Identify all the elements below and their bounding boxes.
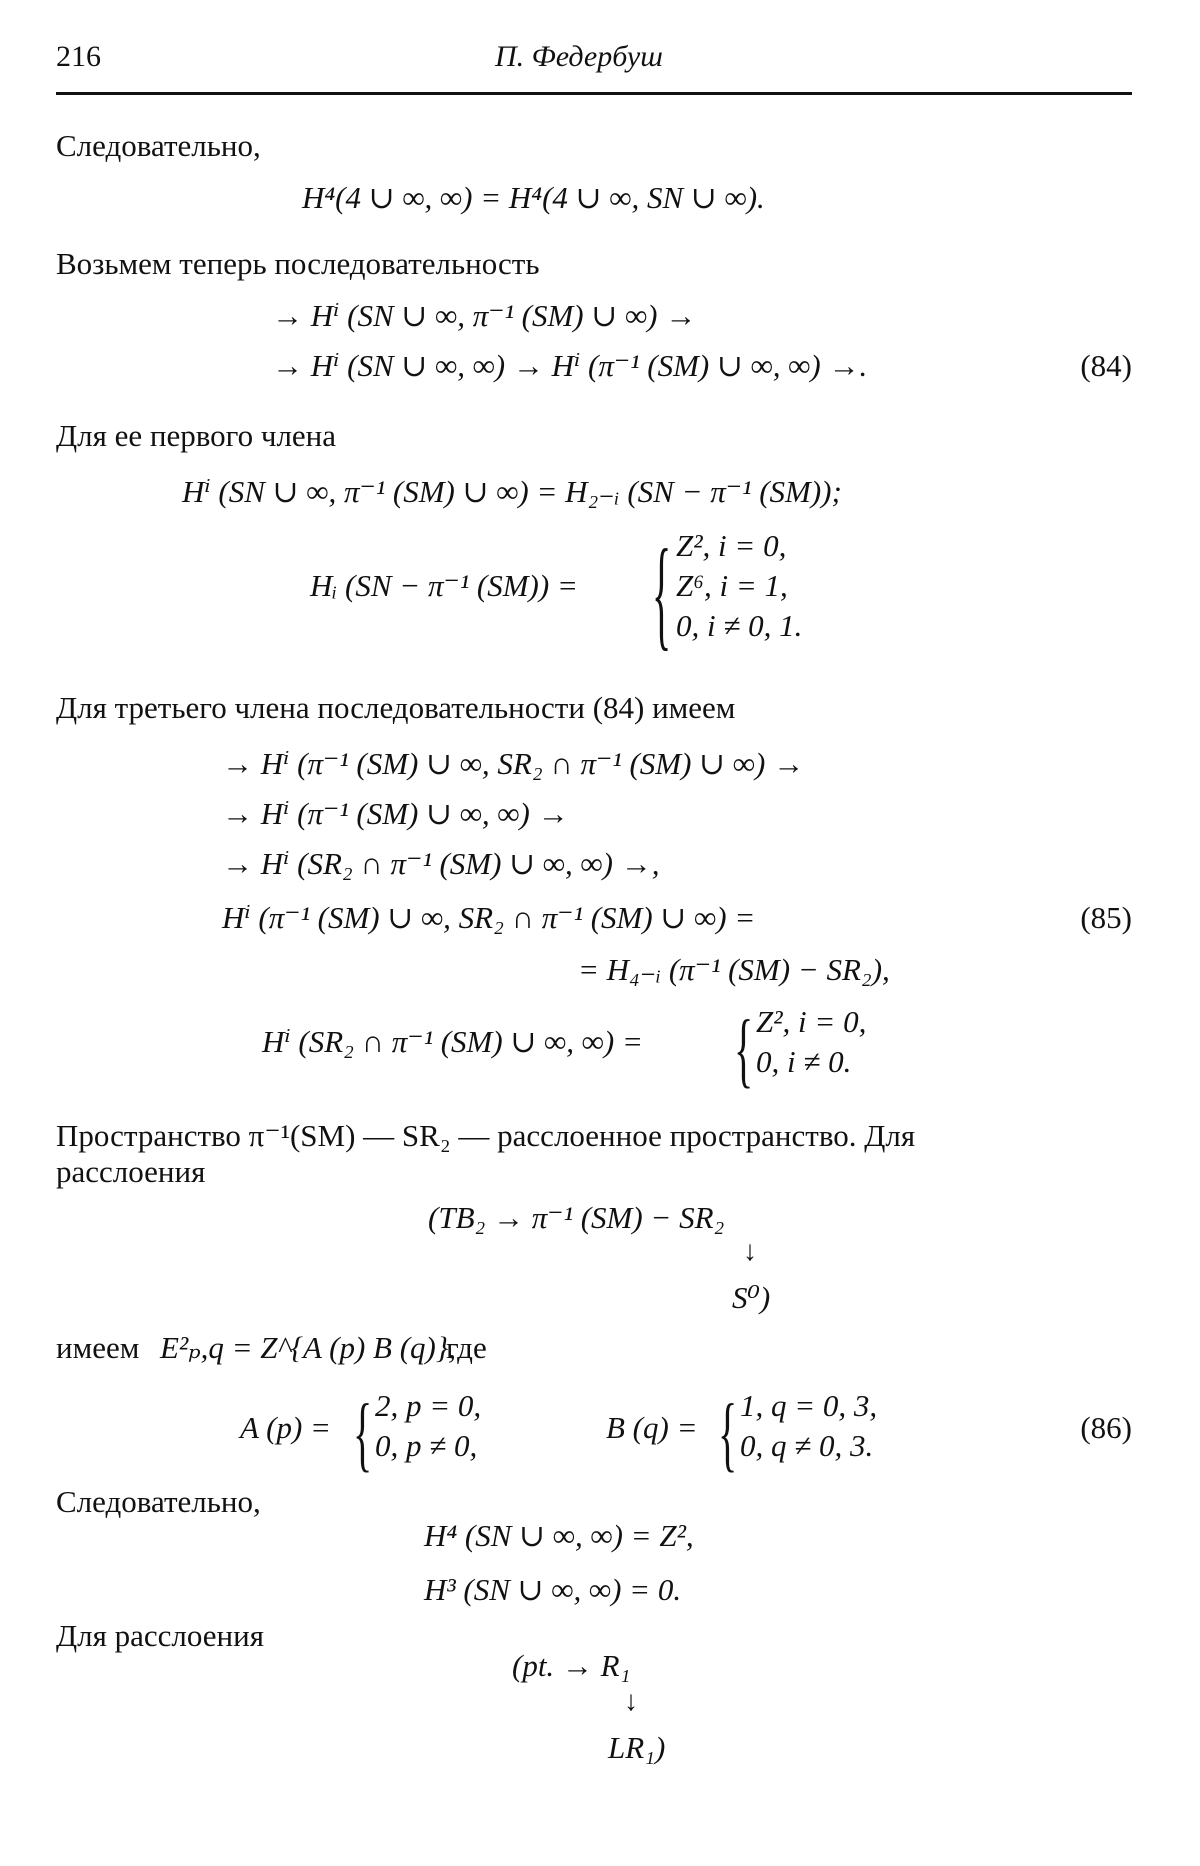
fibration-top: (pt. → R₁ [512, 1648, 631, 1683]
case-row: 0, i ≠ 0, 1. [676, 608, 803, 643]
paragraph-text: расслоения [56, 1154, 206, 1189]
equation: H³ (SN ∪ ∞, ∞) = 0. [424, 1572, 682, 1607]
equation: → Hⁱ (SN ∪ ∞, π⁻¹ (SM) ∪ ∞) → [272, 298, 697, 333]
down-arrow-icon: ↓ [624, 1686, 638, 1717]
case-row: Z², i = 0, [756, 1004, 867, 1039]
case-row: 0, p ≠ 0, [375, 1428, 478, 1463]
equation: → Hⁱ (π⁻¹ (SM) ∪ ∞, ∞) → [222, 796, 569, 831]
case-row: 1, q = 0, 3, [740, 1388, 878, 1423]
case-row: Z², i = 0, [676, 528, 787, 563]
left-brace: { [353, 1386, 373, 1481]
case-row: Z⁶, i = 1, [676, 568, 788, 603]
left-brace: { [718, 1386, 738, 1481]
equation: → Hⁱ (π⁻¹ (SM) ∪ ∞, SR₂ ∩ π⁻¹ (SM) ∪ ∞) → [222, 746, 805, 781]
equation-number: (85) [1080, 900, 1132, 935]
left-brace: { [652, 523, 672, 663]
equation-lhs: Hⁱ (SR₂ ∩ π⁻¹ (SM) ∪ ∞, ∞) = [262, 1024, 643, 1059]
case-row: 0, q ≠ 0, 3. [740, 1428, 874, 1463]
equation: H⁴ (SN ∪ ∞, ∞) = Z², [424, 1518, 694, 1553]
cases-block [676, 526, 802, 646]
fibration-top: (TB₂ → π⁻¹ (SM) − SR₂ [428, 1200, 725, 1235]
equation-lhs: Hᵢ (SN − π⁻¹ (SM)) = [310, 568, 578, 603]
paragraph-text: Возьмем теперь последовательность [56, 246, 540, 281]
equation: → Hⁱ (SN ∪ ∞, ∞) → Hⁱ (π⁻¹ (SM) ∪ ∞, ∞) →. [272, 348, 868, 383]
cases-block [375, 1386, 481, 1466]
equation: H⁴(4 ∪ ∞, ∞) = H⁴(4 ∪ ∞, SN ∪ ∞). [302, 180, 765, 215]
equation-lhs: B (q) = [606, 1410, 698, 1445]
equation-number: (84) [1080, 348, 1132, 383]
paragraph-text: Для третьего члена последовательности (84) имеем [56, 690, 736, 725]
inline-formula: E²ₚ,q = Z^{A (p) B (q)}, [160, 1330, 457, 1365]
equation-number: (86) [1080, 1410, 1132, 1445]
cases-block [756, 1002, 866, 1082]
cases-block [740, 1386, 877, 1466]
fibration-bottom: S⁰) [732, 1280, 771, 1315]
left-brace: { [734, 1002, 754, 1097]
paragraph-text: Для ее первого члена [56, 418, 337, 453]
case-row: 2, p = 0, [375, 1388, 482, 1423]
page-number: 216 [56, 40, 101, 73]
paragraph-text: где [446, 1330, 487, 1365]
equation: = H₄₋ᵢ (π⁻¹ (SM) − SR₂), [578, 952, 890, 987]
fibration-bottom: LR₁) [608, 1730, 666, 1765]
paragraph-text: Следовательно, [56, 128, 261, 163]
paragraph-text: Пространство π⁻¹(SM) — SR₂ — расслоенное пространство. Для [56, 1118, 916, 1153]
header-rule [56, 92, 1132, 95]
equation: Hⁱ (SN ∪ ∞, π⁻¹ (SM) ∪ ∞) = H₂₋ᵢ (SN − π⁻¹ (SM)); [182, 474, 842, 509]
equation: → Hⁱ (SR₂ ∩ π⁻¹ (SM) ∪ ∞, ∞) →, [222, 846, 660, 881]
down-arrow-icon: ↓ [743, 1236, 757, 1267]
equation: Hⁱ (π⁻¹ (SM) ∪ ∞, SR₂ ∩ π⁻¹ (SM) ∪ ∞) = [222, 900, 756, 935]
case-row: 0, i ≠ 0. [756, 1044, 852, 1079]
paragraph-text: Следовательно, [56, 1484, 261, 1519]
running-title: П. Федербуш [495, 40, 663, 73]
paragraph-text: имеем [56, 1330, 140, 1365]
equation-lhs: A (p) = [240, 1410, 331, 1445]
paragraph-text: Для расслоения [56, 1618, 264, 1653]
